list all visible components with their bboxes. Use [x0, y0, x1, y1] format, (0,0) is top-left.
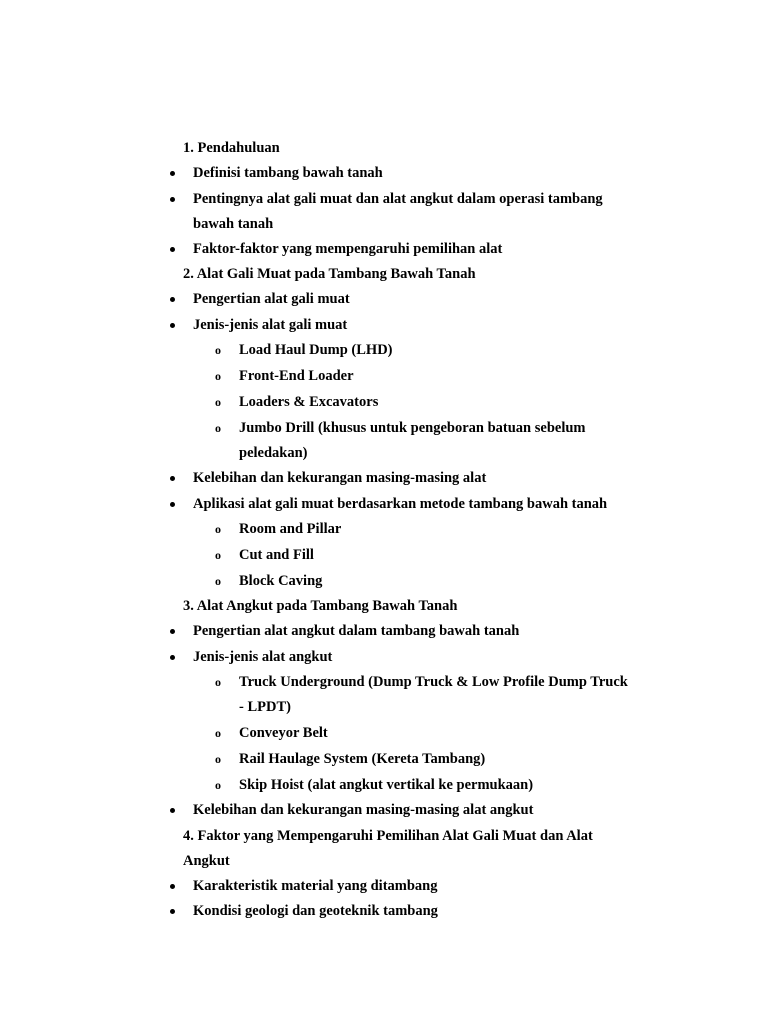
bullet-dot-icon	[170, 909, 175, 914]
circle-bullet-icon: o	[215, 548, 221, 562]
list-item: Aplikasi alat gali muat berdasarkan metode tambang bawah tanah	[193, 496, 608, 512]
section-heading: 3. Alat Angkut pada Tambang Bawah Tanah	[183, 598, 458, 614]
sub-list-item: Skip Hoist (alat angkut vertikal ke permukaan)	[239, 777, 534, 793]
circle-bullet-icon: o	[215, 752, 221, 766]
section-heading: 2. Alat Gali Muat pada Tambang Bawah Tanah	[183, 266, 476, 282]
sub-list-item: Loaders & Excavators	[239, 394, 379, 410]
list-item: Pengertian alat angkut dalam tambang bawah tanah	[193, 623, 520, 639]
sub-list-item-continuation: - LPDT)	[239, 699, 291, 715]
sub-list-item: Rail Haulage System (Kereta Tambang)	[239, 751, 486, 767]
bullet-dot-icon	[170, 197, 175, 202]
sub-list-item: Conveyor Belt	[239, 725, 328, 741]
list-item: Pentingnya alat gali muat dan alat angkut dalam operasi tambang	[193, 191, 603, 207]
bullet-dot-icon	[170, 502, 175, 507]
bullet-dot-icon	[170, 247, 175, 252]
bullet-dot-icon	[170, 655, 175, 660]
bullet-dot-icon	[170, 297, 175, 302]
circle-bullet-icon: o	[215, 778, 221, 792]
circle-bullet-icon: o	[215, 369, 221, 383]
list-item: Jenis-jenis alat angkut	[193, 649, 333, 665]
section-heading-continuation: Angkut	[183, 853, 230, 869]
sub-list-item: Jumbo Drill (khusus untuk pengeboran batuan sebelum	[239, 420, 586, 436]
section-heading: 4. Faktor yang Mempengaruhi Pemilihan Alat Gali Muat dan Alat	[183, 828, 593, 844]
list-item: Karakteristik material yang ditambang	[193, 878, 438, 894]
bullet-dot-icon	[170, 323, 175, 328]
list-item: Pengertian alat gali muat	[193, 291, 350, 307]
sub-list-item-continuation: peledakan)	[239, 445, 308, 461]
sub-list-item: Block Caving	[239, 573, 323, 589]
sub-list-item: Truck Underground (Dump Truck & Low Profile Dump Truck	[239, 674, 628, 690]
list-item-continuation: bawah tanah	[193, 216, 274, 232]
circle-bullet-icon: o	[215, 343, 221, 357]
circle-bullet-icon: o	[215, 522, 221, 536]
list-item: Kondisi geologi dan geoteknik tambang	[193, 903, 438, 919]
bullet-dot-icon	[170, 171, 175, 176]
list-item: Kelebihan dan kekurangan masing-masing alat	[193, 470, 487, 486]
list-item: Jenis-jenis alat gali muat	[193, 317, 348, 333]
bullet-dot-icon	[170, 808, 175, 813]
list-item: Definisi tambang bawah tanah	[193, 165, 383, 181]
circle-bullet-icon: o	[215, 574, 221, 588]
bullet-dot-icon	[170, 629, 175, 634]
list-item: Faktor-faktor yang mempengaruhi pemilihan alat	[193, 241, 503, 257]
sub-list-item: Load Haul Dump (LHD)	[239, 342, 393, 358]
bullet-dot-icon	[170, 884, 175, 889]
circle-bullet-icon: o	[215, 395, 221, 409]
list-item: Kelebihan dan kekurangan masing-masing alat angkut	[193, 802, 534, 818]
bullet-dot-icon	[170, 476, 175, 481]
sub-list-item: Room and Pillar	[239, 521, 342, 537]
section-heading: 1. Pendahuluan	[183, 140, 280, 156]
circle-bullet-icon: o	[215, 726, 221, 740]
sub-list-item: Front-End Loader	[239, 368, 354, 384]
circle-bullet-icon: o	[215, 421, 221, 435]
circle-bullet-icon: o	[215, 675, 221, 689]
sub-list-item: Cut and Fill	[239, 547, 314, 563]
